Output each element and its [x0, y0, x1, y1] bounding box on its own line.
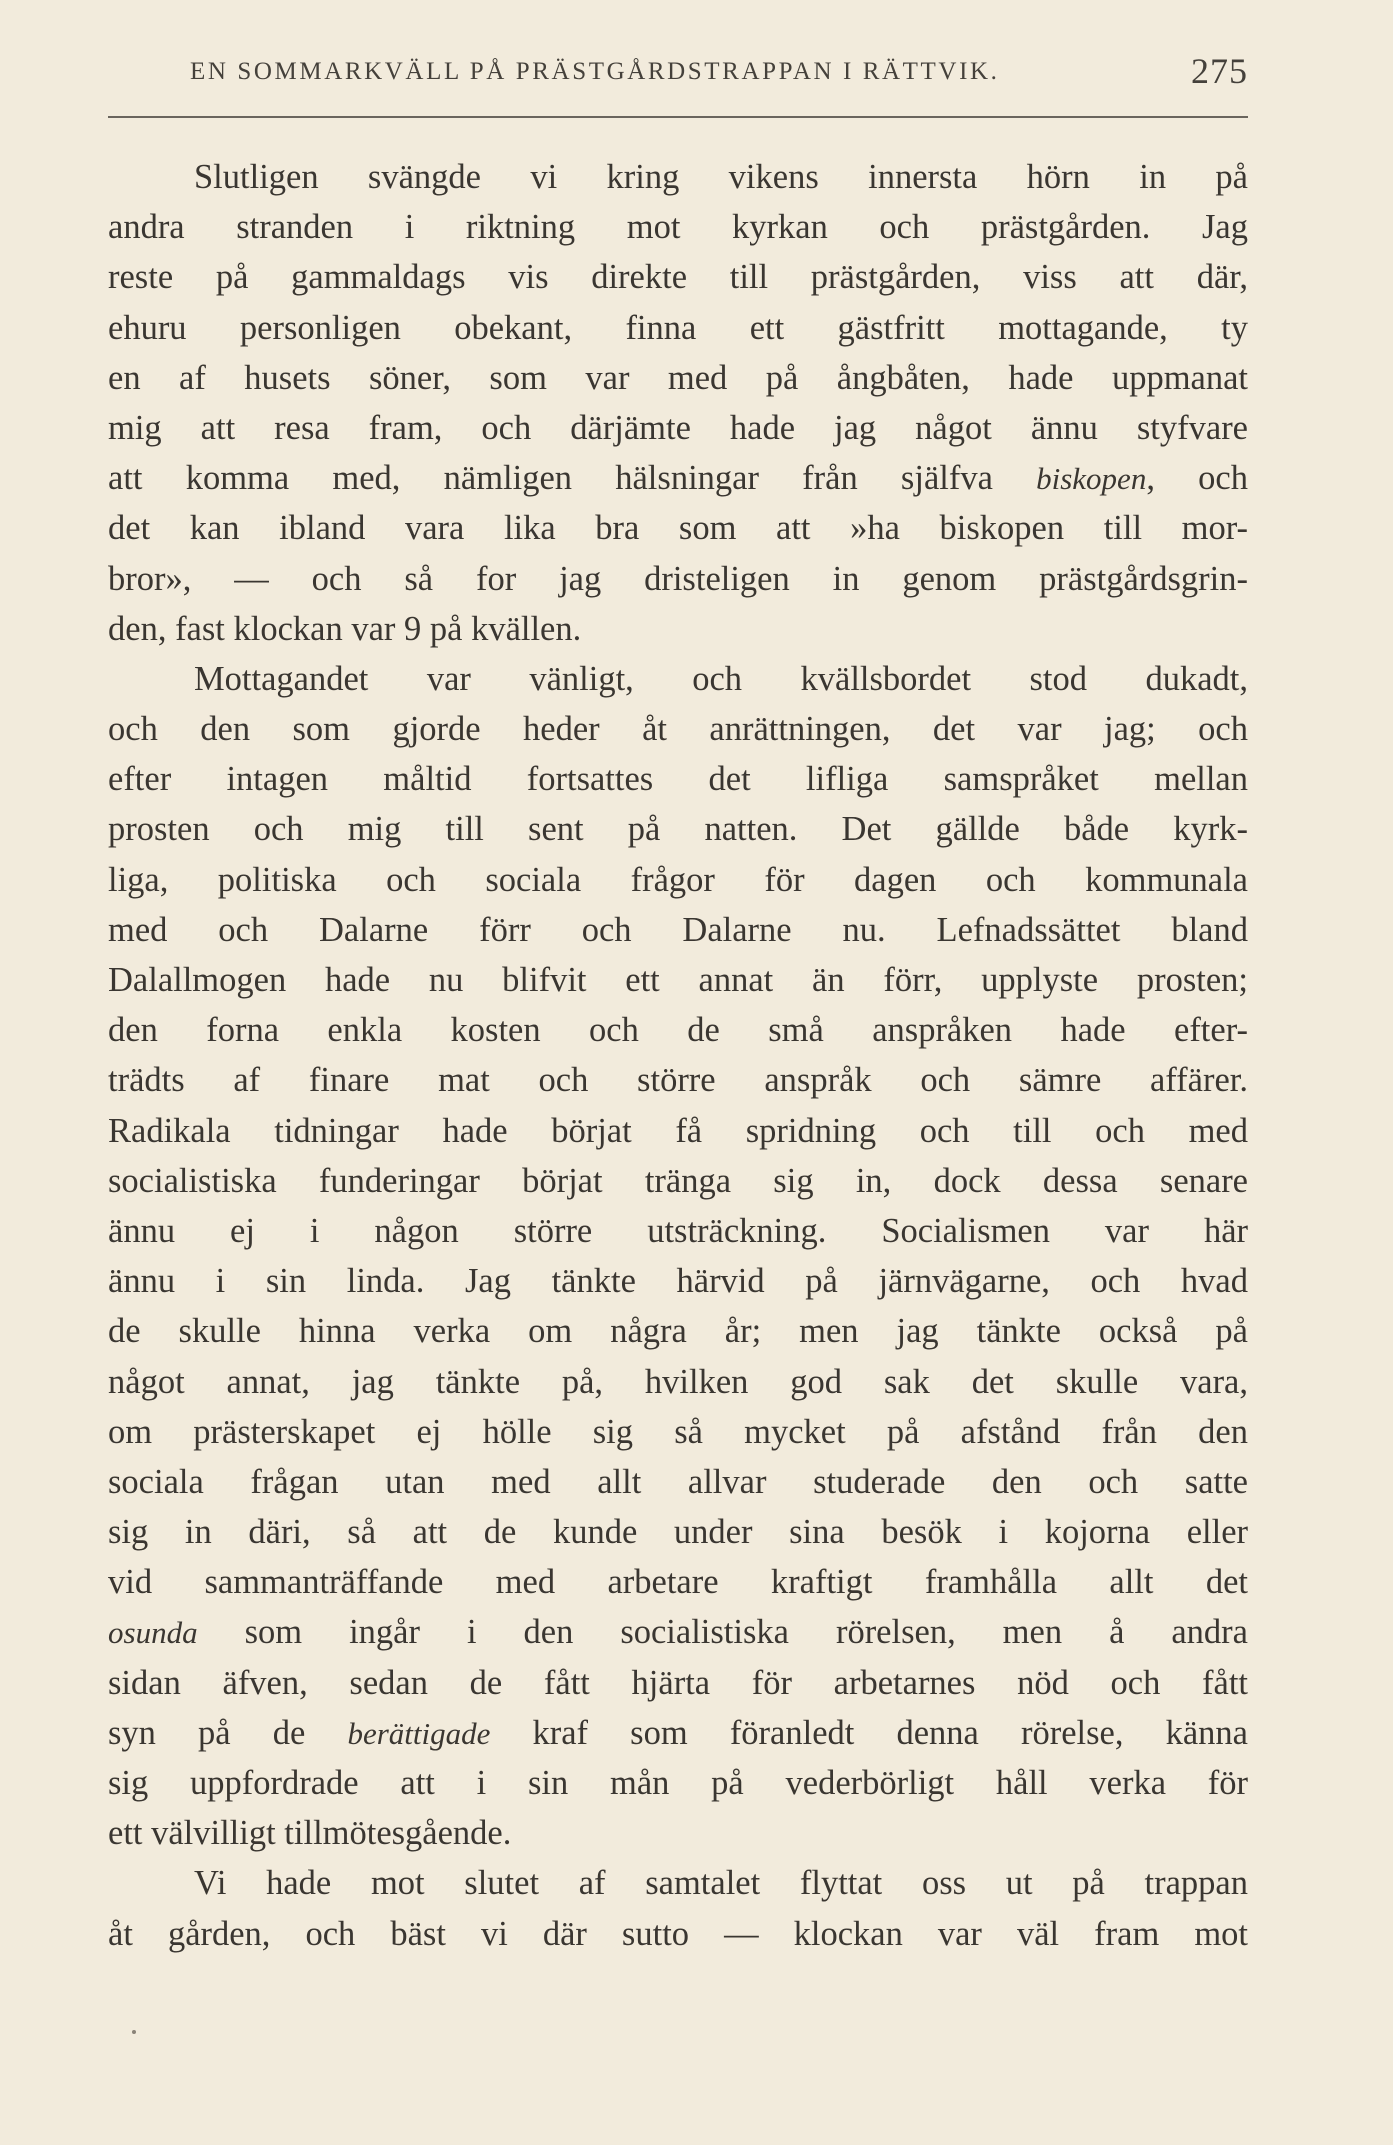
line-text: Dalallmogen hade nu blifvit ett annat än förr, upplyste prosten; — [108, 961, 1248, 999]
line-text-continued: kraf som föranledt denna rörelse, känna — [490, 1713, 1248, 1752]
text-line — [108, 152, 1248, 202]
text-line — [108, 202, 1248, 252]
line-text: Radikala tidningar hade börjat få spridning och till och med — [108, 1111, 1248, 1150]
running-head — [108, 48, 1248, 104]
line-text: sociala frågan utan med allt allvar studerade den och satte — [108, 1462, 1248, 1501]
line-text: och den som gjorde heder åt anrättningen, det var jag; och — [108, 710, 1248, 749]
text-line — [108, 403, 1248, 453]
line-text: med och Dalarne förr och Dalarne nu. Lefnadssättet bland — [108, 910, 1248, 949]
page-number: 275 — [1191, 51, 1248, 91]
header-rule — [108, 116, 1248, 118]
line-text: sig in däri, så att de kunde under sina besök i kojorna eller — [108, 1513, 1248, 1552]
line-text: att komma med, nämligen hälsningar från själfva — [108, 459, 1037, 498]
text-line — [108, 754, 1248, 804]
line-text: vid sammanträffande med arbetare kraftigt framhålla allt det — [108, 1563, 1248, 1602]
text-line — [108, 1858, 1248, 1908]
line-text: syn på de — [108, 1713, 348, 1752]
line-text: ehuru personligen obekant, finna ett gästfritt mottagande, ty — [108, 308, 1248, 347]
line-text: det kan ibland vara lika bra som att »ha biskopen till mor- — [108, 509, 1248, 548]
line-text: åt gården, och bäst vi där sutto — klockan var väl fram mot — [108, 1914, 1248, 1953]
line-text: andra stranden i riktning mot kyrkan och prästgården. Jag — [108, 208, 1248, 247]
text-line — [108, 1156, 1248, 1206]
text-line — [108, 654, 1248, 704]
text-line — [108, 1607, 1248, 1657]
line-text: ett välvilligt tillmötesgående. — [108, 1814, 512, 1853]
text-line — [108, 804, 1248, 854]
line-text: Mottagandet var vänligt, och kvällsbordet stod dukadt, — [194, 659, 1248, 698]
line-text: om prästerskapet ej hölle sig så mycket på afstånd från den — [108, 1412, 1248, 1451]
running-title: EN SOMMARKVÄLL PÅ PRÄSTGÅRDSTRAPPAN I RÄTTVIK. — [190, 58, 1000, 85]
text-line — [108, 252, 1248, 302]
paper-speck — [132, 2030, 136, 2034]
text-line — [108, 1708, 1248, 1758]
line-text: en af husets söner, som var med på ångbåten, hade uppmanat — [108, 358, 1248, 397]
line-text: ännu i sin linda. Jag tänkte härvid på järnvägarne, och hvad — [108, 1262, 1248, 1301]
text-line — [108, 905, 1248, 955]
text-line — [108, 1407, 1248, 1457]
text-line — [108, 1507, 1248, 1557]
text-line — [108, 955, 1248, 1005]
text-line — [108, 704, 1248, 754]
line-text: ännu ej i någon större utsträckning. Socialismen var här — [108, 1211, 1248, 1250]
text-line — [108, 855, 1248, 905]
line-text: de skulle hinna verka om några år; men jag tänkte också på — [108, 1312, 1248, 1351]
text-line — [108, 554, 1248, 604]
line-text: efter intagen måltid fortsattes det lifliga samspråket mellan — [108, 760, 1248, 799]
line-text: trädts af finare mat och större anspråk och sämre affärer. — [108, 1061, 1248, 1100]
text-line — [108, 1808, 1248, 1858]
text-line — [108, 1758, 1248, 1808]
text-line — [108, 453, 1248, 503]
line-text: prosten och mig till sent på natten. Det gällde både kyrk- — [108, 810, 1248, 849]
line-text: reste på gammaldags vis direkte till prästgården, viss att där, — [108, 258, 1248, 297]
text-line — [108, 1106, 1248, 1156]
text-line — [108, 1306, 1248, 1356]
line-text-continued: , och — [1146, 459, 1248, 498]
text-line — [108, 353, 1248, 403]
text-line — [108, 1557, 1248, 1607]
line-text: Slutligen svängde vi kring vikens innersta hörn in på — [194, 158, 1248, 196]
emphasized-word: berättigade — [347, 1715, 491, 1751]
text-line — [108, 604, 1248, 654]
line-text-continued: som ingår i den socialistiska rörelsen, men å andra — [197, 1613, 1248, 1652]
line-text: sig uppfordrade att i sin mån på vederbörligt håll verka för — [108, 1764, 1248, 1802]
text-line — [108, 1005, 1248, 1055]
text-line — [108, 1206, 1248, 1256]
text-line — [108, 303, 1248, 353]
text-line — [108, 503, 1248, 553]
text-line — [108, 1909, 1248, 1959]
line-text: liga, politiska och sociala frågor för dagen och kommunala — [108, 860, 1248, 899]
line-text: socialistiska funderingar börjat tränga sig in, dock dessa senare — [108, 1161, 1248, 1200]
text-line — [108, 1457, 1248, 1507]
line-text: sidan äfven, sedan de fått hjärta för arbetarnes nöd och fått — [108, 1663, 1248, 1702]
emphasized-word: biskopen — [1036, 461, 1147, 497]
line-text: bror», — och så for jag dristeligen in genom prästgårdsgrin- — [108, 559, 1248, 598]
body-text — [108, 152, 1248, 1959]
text-line — [108, 1357, 1248, 1407]
line-text: mig att resa fram, och därjämte hade jag något ännu styfvare — [108, 408, 1248, 447]
line-text: den, fast klockan var 9 på kvällen. — [108, 609, 582, 648]
line-text: Vi hade mot slutet af samtalet flyttat oss ut på trappan — [194, 1864, 1248, 1903]
text-line — [108, 1256, 1248, 1306]
line-text: något annat, jag tänkte på, hvilken god sak det skulle vara, — [108, 1362, 1248, 1401]
text-line — [108, 1658, 1248, 1708]
text-line — [108, 1055, 1248, 1105]
line-text: den forna enkla kosten och de små anspråken hade efter- — [108, 1011, 1248, 1050]
emphasized-word: osunda — [108, 1615, 198, 1651]
